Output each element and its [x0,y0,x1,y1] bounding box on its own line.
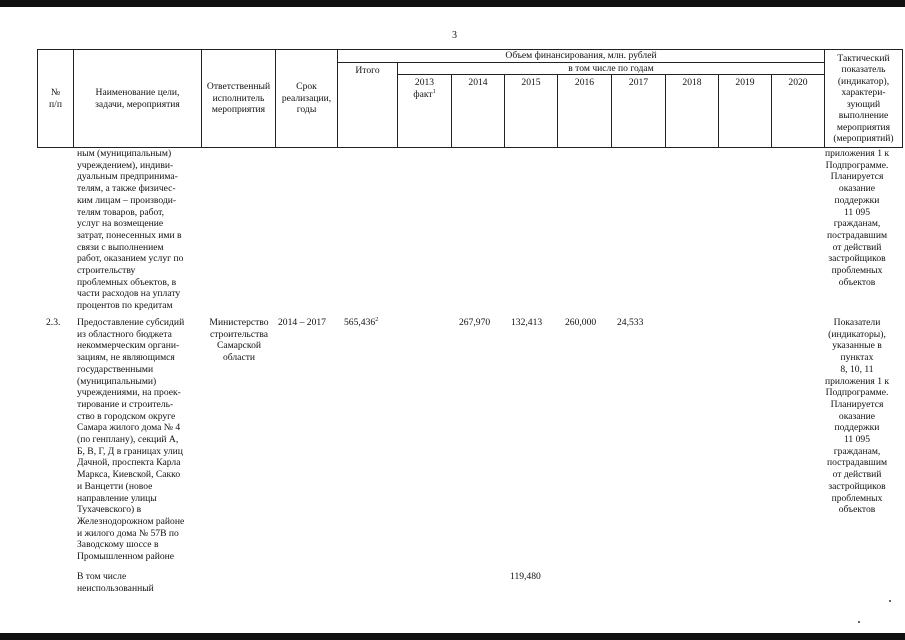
subrow-label: В том числе неиспользованный [77,571,154,594]
col-header-executor: Ответственный исполнитель мероприятия [202,50,276,148]
col-header-name: Наименование цели, задачи, мероприятия [74,50,202,148]
col-header-by-years: в том числе по годам [398,62,825,75]
col-header-2017: 2017 [612,75,666,148]
col-header-2019: 2019 [719,75,772,148]
row-value-2017: 24,533 [617,317,644,328]
row-value-2016: 260,000 [565,317,597,328]
subrow-value-2015: 119,480 [510,571,541,582]
row-value-2014: 267,970 [459,317,491,328]
row-period: 2014 – 2017 [278,317,326,328]
speck [858,621,860,623]
row-indicator: Показатели (индикаторы), указанные в пунктах 8, 10, 11 приложения 1 к Подпрограмме. Планируется оказание поддержки 11 095 гражданам, пострадавшим от действий застройщиков проблемных объектов [824,317,890,516]
row-total: 565,436$^2$ [344,316,379,328]
col-header-period: Срок реализации, годы [276,50,338,148]
col-header-total: Итого [338,62,398,148]
col-header-2015: 2015 [505,75,558,148]
bottom-border [0,633,905,640]
col-header-2020: 2020 [772,75,825,148]
row-number: 2.3. [46,317,61,328]
speck [889,600,891,602]
row-executor: Министерство строительства Самарской области [209,317,269,364]
col-header-2014: 2014 [452,75,505,148]
col-header-2018: 2018 [666,75,719,148]
row-name: Предоставление субсидий из областного бюджета некоммерческим органи- зациям, не являющимся государственными (муниципальными) учреждениями, на проек- тирование и строитель- ство в городском округе Самара жилого дома № 4 (по генплану), секций А, Б, В, Г, Д в границах улиц Дачной, проспекта Карла Маркса, Киевской, Сакко и Ванцетти (новое направление улицы Тухачевского) в Железнодорожном районе и жилого дома № 57В по Заводскому шоссе в Промышленном районе [77,317,185,563]
col-header-2016: 2016 [558,75,612,148]
continuation-name: ным (муниципальным) учреждением), индиви- дуальным предпринима- телям, а также физичес- ким лицам – производи- телям товаров, работ, услуг на возмещение затрат, понесенных ими в связи с выполнением работ, оказанием услуг по строительству проблемных объектов, в части расходов на уплату процентов по кредитам [77,148,184,312]
table-header [37,49,903,148]
top-border [0,0,905,7]
col-header-indicator: Тактический показатель (индикатор), характери- зующий выполнение мероприятия (мероприятий) [825,50,903,148]
col-header-number: № п/п [38,50,74,148]
col-header-financing: Объем финансирования, млн. рублей [338,50,825,63]
col-header-2013: 2013 факт$^1$ [398,75,452,148]
continuation-indicator: приложения 1 к Подпрограмме. Планируется оказание поддержки 11 095 гражданам, пострадавшим от действий застройщиков проблемных объектов [824,148,890,288]
page-number: 3 [452,30,457,41]
row-value-2015: 132,413 [511,317,543,328]
